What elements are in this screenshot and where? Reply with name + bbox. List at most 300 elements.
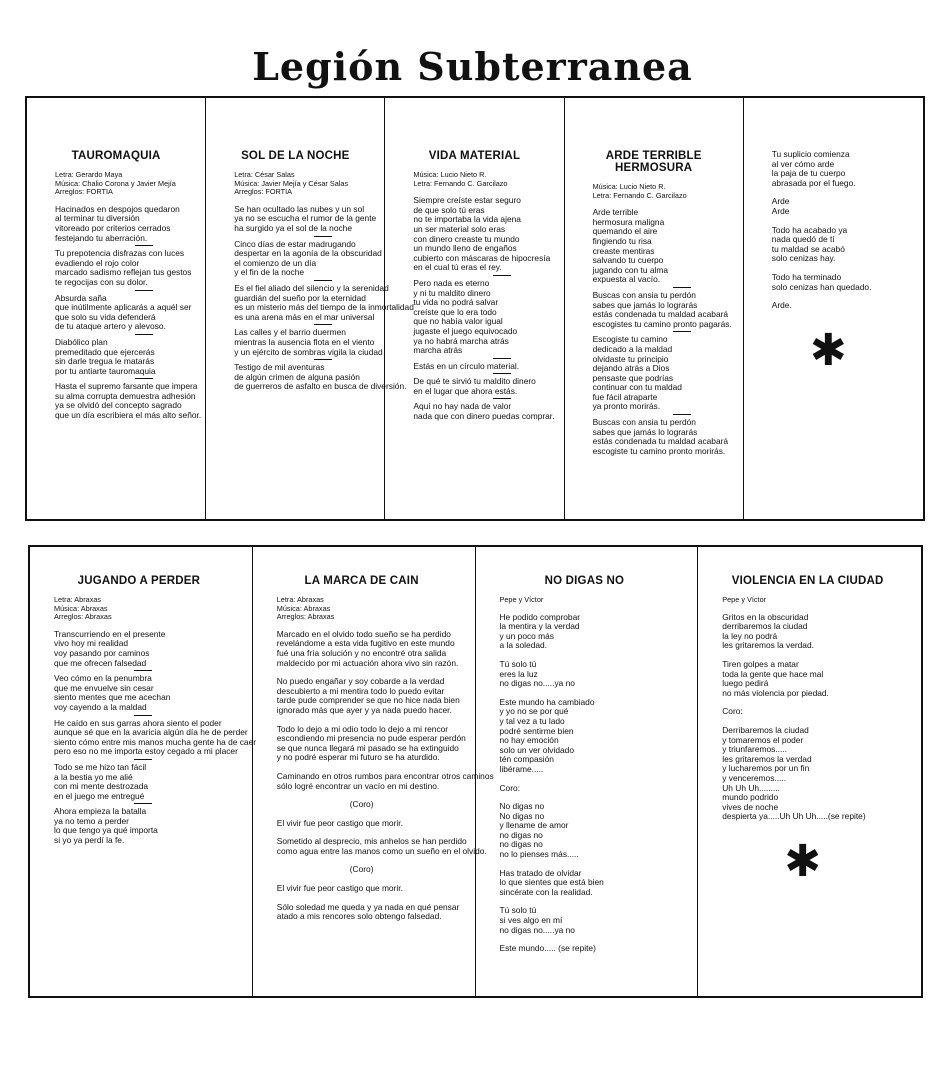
lyric-line: eres la luz — [499, 668, 538, 679]
stanza — [772, 301, 915, 311]
stanza-divider — [673, 414, 691, 415]
lyric-line: Todo ha acabado ya — [771, 224, 848, 235]
stanza — [772, 197, 915, 216]
lyric-line: y un poco más — [499, 630, 554, 641]
lyric-line: sólo logré encontrar un vacío en mi destino. — [276, 780, 440, 791]
lyric-line: premeditado que ejercerás — [55, 346, 155, 357]
lyric-line: al terminar tu diversión — [55, 213, 140, 224]
lyric-line: lo que tengo ya qué importa — [54, 825, 158, 836]
stanza — [593, 418, 735, 456]
stanza — [277, 800, 467, 810]
credit-line: Arreglos: Abraxas — [54, 612, 112, 622]
stanza — [55, 205, 197, 243]
lyric-line: Hasta el supremo farsante que impera — [55, 381, 198, 392]
stanza — [500, 784, 690, 794]
stanza-gap — [772, 292, 915, 301]
stanza — [413, 279, 555, 356]
lyric-line: Buscas con ansia tu perdón — [592, 417, 696, 428]
stanza — [500, 944, 690, 954]
lyric-line: mundo podrido — [722, 792, 779, 803]
lyric-line: con mi mente destrozada — [54, 781, 149, 792]
song-panel — [27, 98, 206, 519]
lyric-line: atado a mis rencores solo obtengo falsedad. — [276, 911, 442, 922]
lyric-line: fingiendo tu risa — [592, 235, 652, 246]
song-credits — [55, 171, 197, 197]
lyric-line: nada quedó de tí — [771, 234, 835, 245]
stanza — [234, 205, 376, 234]
lyric-line: continuar con tu maldad — [592, 382, 682, 393]
stanza — [593, 208, 735, 285]
lyric-line: ya pronto morirás. — [592, 401, 661, 412]
lyric-line: He podido comprobar — [499, 611, 581, 622]
stanza — [772, 226, 915, 264]
stanza — [500, 698, 690, 775]
lyric-line: sincérate con la realidad. — [499, 886, 593, 897]
lyric-line: no lo pienses más..... — [499, 849, 579, 860]
lyric-line: Hacinados en despojos quedaron — [55, 203, 180, 214]
lyric-line: no hay emoción — [499, 735, 559, 746]
lyric-line: Aquí no hay nada de valor — [413, 401, 512, 412]
stanza — [277, 884, 467, 894]
stanza — [55, 249, 197, 287]
stanza-divider — [493, 358, 511, 359]
stanza — [277, 819, 467, 829]
lyric-line: un mundo lleno de engaños — [413, 243, 517, 254]
credit-line: Música: Abraxas — [54, 603, 108, 613]
lyric-line: Derribaremos la ciudad — [722, 724, 809, 735]
credit-line: Letra: César Salas — [234, 170, 295, 179]
song-title: VIOLENCIA EN LA CIUDAD — [731, 575, 884, 587]
lyric-line: Has tratado de olvidar — [499, 867, 582, 878]
stanza — [54, 674, 244, 712]
lyric-line: y tal vez a tu lado — [499, 715, 565, 726]
stanza — [500, 802, 690, 860]
lyric-line: No digas no — [499, 810, 545, 821]
stanza — [500, 869, 690, 898]
lyric-line: Absurda saña — [55, 292, 107, 303]
stanza — [234, 327, 383, 357]
stanza — [722, 726, 913, 822]
stanza — [54, 630, 244, 668]
stanza-divider — [134, 670, 152, 671]
lyric-line: revelándome a esta vida fugitivo en este mundo — [276, 638, 455, 649]
lyric-line: que me ofrecen falsedad — [54, 657, 147, 668]
lyric-line: y lucharemos por un fin — [722, 763, 810, 774]
lyric-line: ya no temo a perder — [54, 815, 129, 826]
credit-line: Pepe y Víctor — [499, 595, 544, 604]
stanza — [55, 381, 202, 421]
lyric-line: ha surgido ya el sol de la noche — [234, 222, 352, 233]
song-title: VIDA MATERIAL — [428, 150, 521, 162]
lyric-line: es una arena más en el mar universal — [234, 311, 375, 322]
song-credits — [500, 596, 690, 605]
lyric-line: libérame..... — [499, 763, 544, 774]
lyric-line: hermosura maligna — [592, 216, 665, 227]
lyric-line: la ley no podrá — [722, 630, 778, 641]
lyric-line: sabes que jamás lo lograrás — [592, 426, 698, 437]
lyric-line: si yo ya perdí la fe. — [54, 835, 125, 846]
lyric-line: y venceremos..... — [722, 772, 787, 783]
stanza-divider — [493, 373, 511, 374]
lyric-line: guardián del sueño por la eternidad — [234, 292, 366, 303]
lyric-line: Estás en un círculo material. — [413, 360, 520, 371]
lyric-line: tu maldad se acabó — [771, 243, 845, 254]
lyric-line: Arde. — [771, 300, 792, 311]
lyric-line: Sometido al desprecio, mis anhelos se han perdido — [276, 836, 467, 847]
lyric-line: Todo lo dejo a mi odio todo lo dejo a mi rencor — [276, 723, 449, 734]
page-title: Legión Subterranea — [252, 44, 693, 89]
lyric-line: que no había valor igual — [413, 316, 503, 327]
song-panel — [565, 98, 744, 519]
lyric-line: y triunfaremos..... — [722, 744, 787, 755]
lyric-line: Tú solo tú — [499, 658, 537, 669]
asterisk-ornament: ✱ — [784, 835, 822, 887]
lyric-line: podré sentirme bien — [499, 725, 574, 736]
stanza — [413, 377, 555, 396]
lyric-line: Testigo de mil aventuras — [234, 362, 325, 373]
stanza-divider — [135, 290, 153, 291]
stanza-divider — [493, 398, 511, 399]
stanza-gap — [500, 775, 690, 784]
lyric-line: ya no se escucha el rumor de la gente — [234, 213, 377, 224]
lyric-line: De qué te sirvió tu maldito dinero — [413, 376, 536, 387]
stanza — [500, 613, 690, 651]
lyric-line: solo cenizas han quedado. — [771, 281, 872, 292]
credit-line: Letra: Gerardo Maya — [55, 170, 123, 179]
lyric-line: la paja de tu cuerpo — [771, 168, 846, 179]
lyric-line: siento mentes que me acechan — [54, 692, 171, 703]
song-credits — [593, 183, 735, 200]
lyric-line: su alma corrupta demuestra adhesión — [55, 390, 196, 401]
lyric-line: la mentira y la verdad — [499, 621, 580, 632]
stanza — [722, 707, 913, 717]
lyric-line: les gritaremos la verdad. — [722, 640, 814, 651]
lyric-line: despertar en la agonía de la obscuridad — [234, 248, 382, 259]
lyric-line: y ni tu maldito dinero — [413, 287, 491, 298]
lyric-line: no digas no.....ya no — [499, 924, 575, 935]
lyric-line: He caído en sus garras ahora siento el poder — [54, 717, 222, 728]
lyric-line: Es el fiel aliado del silencio y la serenidad — [234, 282, 389, 293]
lyric-line: y el fin de la noche — [234, 267, 305, 278]
lyric-line: no digas no — [499, 829, 543, 840]
credit-line: Arreglos: FORTIA — [234, 187, 293, 197]
lyric-line: maldecido por mi actuación ahora vivo sin razón. — [276, 657, 459, 668]
lyric-line: vivo hoy mi realidad — [54, 638, 129, 649]
stanza-divider — [135, 245, 153, 246]
lyric-line: y tomaremos el poder — [722, 734, 804, 745]
lyric-line: solo un ver olvidado — [499, 744, 574, 755]
stanza-divider — [135, 378, 153, 379]
lyric-line: voy pasando por caminos — [54, 647, 150, 658]
lyric-line: que inútilmente aplicarás a aquél ser — [55, 302, 192, 313]
credit-line: Música: Lucio Nieto R. — [413, 170, 487, 179]
lyric-line: tén compasión — [499, 754, 554, 765]
lyric-line: al ver cómo arde — [771, 158, 835, 169]
lyric-line: pero eso no me importa estoy cegado a mi placer — [54, 746, 238, 757]
lyric-line: lo que sientes que está bien — [499, 877, 604, 888]
lyric-line: no más violencia por piedad. — [722, 687, 829, 698]
lyric-line: les gritaremos la verdad — [722, 753, 812, 764]
lyric-line: Todo ha terminado — [771, 271, 842, 282]
lyric-line: festejando tu aberración. — [55, 232, 148, 243]
lyric-line: sabes que jamás lo lograrás — [592, 299, 698, 310]
credit-line: Letra: Abraxas — [276, 595, 324, 604]
lyric-line: de tu ataque artero y alevoso. — [55, 321, 166, 332]
stanza — [413, 362, 555, 372]
lyric-line: Las calles y el barrio duermen — [234, 327, 346, 338]
stanza — [593, 291, 735, 329]
stanza — [277, 903, 467, 922]
stanza-divider — [314, 280, 332, 281]
lyric-line: tu vida no podrá salvar — [413, 297, 499, 308]
lyric-line: y yo no se por qué — [499, 706, 569, 717]
song-panel — [385, 98, 564, 519]
stanza — [277, 677, 467, 715]
credit-line: Letra: Fernando C. Garcilazo — [413, 178, 508, 188]
asterisk-ornament: ✱ — [809, 324, 847, 376]
lyric-line: luego pedirá — [722, 678, 769, 689]
song-panel — [206, 98, 414, 519]
lyric-line: Coro: — [499, 782, 520, 793]
lyric-line: un ser material solo eras — [413, 223, 506, 234]
lyric-line: Marcado en el olvido todo sueño se ha perdido — [276, 628, 451, 639]
song-credits — [234, 171, 376, 197]
lyric-line: toda la gente que hace mal — [722, 668, 824, 679]
credit-line: Letra: Fernando C. Garcilazo — [592, 190, 687, 200]
lyric-line: abrasada por el fuego. — [771, 177, 856, 188]
lyric-line: te regocijas con su dolor. — [55, 276, 148, 287]
lyric-line: El vivir fue peor castigo que morir. — [276, 883, 403, 894]
lyric-line: Todo se me hizo tan fácil — [54, 761, 147, 772]
song-title: ARDE TERRIBLE HERMOSURA — [605, 150, 702, 174]
lyric-line: no digas no.....ya no — [499, 678, 575, 689]
lyric-line: de guerreros de asfalto en busca de diversión. — [234, 381, 407, 392]
lyric-line: Arde terrible — [592, 207, 639, 218]
lyric-line: jugando con tu alma — [592, 264, 668, 275]
lyric-line: nada que con dinero puedas comprar. — [413, 411, 555, 422]
lyric-line: ya no habrá marcha atrás — [413, 335, 509, 346]
stanza — [277, 865, 467, 875]
stanza — [54, 717, 257, 757]
lyric-line: no te importaba la vida ajena — [413, 214, 521, 225]
stanza — [500, 906, 690, 935]
lyric-line: aunque sé que en la avaricia algún día he de perder — [54, 727, 248, 738]
lyric-line: por tu antiarte tauromaquia — [55, 365, 156, 376]
stanza-divider — [314, 324, 332, 325]
lyric-line: No puedo engañar y soy cobarde a la verdad — [276, 676, 445, 687]
lyric-line: tarde pude comprender se que no hice nada bien — [276, 695, 460, 706]
lyric-line: Este mundo..... (se repite) — [499, 943, 596, 954]
lyric-line: creíste que lo era todo — [413, 306, 497, 317]
stanza — [772, 150, 915, 188]
lyric-line: creaste mentiras — [592, 245, 655, 256]
stanza — [54, 807, 244, 845]
lyric-line: con dinero creaste tu mundo — [413, 233, 520, 244]
lyric-line: Este mundo ha cambiado — [499, 696, 595, 707]
song-panel — [744, 98, 923, 519]
lyric-line: Tú solo tú — [499, 905, 537, 916]
stanza — [413, 196, 555, 273]
stanza — [413, 402, 555, 421]
stanza — [234, 238, 382, 278]
stanza — [277, 630, 467, 668]
song-panel — [698, 547, 921, 996]
lyric-line: No digas no — [499, 801, 545, 812]
lyric-line: que me envuelve sin cesar — [54, 682, 154, 693]
stanza-gap — [772, 188, 915, 197]
stanza-divider — [673, 287, 691, 288]
lyric-line: marcha atrás — [413, 345, 463, 356]
lyric-line: fue fácil atraparte — [592, 391, 658, 402]
song-title: JUGANDO A PERDER — [77, 575, 201, 587]
stanza-divider — [493, 275, 511, 276]
credit-line: Letra: Abraxas — [54, 595, 102, 604]
stanza — [593, 335, 735, 412]
credit-line: Arreglos: Abraxas — [276, 612, 335, 622]
lyric-line: derribaremos la ciudad — [722, 621, 808, 632]
lyric-line: (Coro) — [349, 864, 374, 875]
lyric-line: Pero nada es eterno — [413, 277, 490, 288]
song-title: TAUROMAQUIA — [71, 150, 161, 162]
lyric-line: Gritos en la obscuridad — [722, 611, 809, 622]
song-panel — [253, 547, 494, 996]
lyric-line: Cinco días de estar madrugando — [234, 238, 356, 249]
lyric-line: pensaste que podrías — [592, 372, 674, 383]
stanza — [55, 294, 197, 332]
lyric-line: Transcurriendo en el presente — [54, 628, 166, 639]
lyric-line: Arde — [771, 196, 790, 207]
stanza — [772, 273, 915, 292]
lyric-line: Ahora empieza la batalla — [54, 806, 147, 817]
lyric-line: el comienzo de un día — [234, 257, 317, 268]
lyric-line: ya se olvidó del concepto sagrado — [55, 400, 182, 411]
credit-line: Pepe y Víctor — [722, 595, 767, 604]
lyric-line: (Coro) — [349, 799, 374, 810]
stanza — [722, 613, 913, 651]
lyric-line: sin darle tregua le matarás — [55, 356, 155, 367]
lyric-line: siento cómo entre mis manos mucha gente ha de caer — [54, 736, 257, 747]
stanza — [276, 836, 487, 856]
lyric-line: descubierto a mi mentira todo lo puedo evitar — [276, 685, 445, 696]
lyric-line: Siempre creíste estar seguro — [413, 195, 521, 206]
lyric-line: Arde — [771, 205, 790, 216]
credit-line: Música: Javier Mejía y César Salas — [234, 178, 349, 188]
song-credits — [413, 171, 555, 188]
lyric-line: vitoreado por criterios cerrados — [55, 222, 171, 233]
stanza — [277, 725, 467, 763]
lyric-line: a la soledad. — [499, 640, 547, 651]
lyric-line: Tiren golpes a matar — [722, 658, 799, 669]
lyric-line: olvidaste tu principio — [592, 353, 669, 364]
lyric-line: quemando el aire — [592, 226, 658, 237]
lyric-line: y un ejército de sombras vigila la ciudad — [234, 346, 383, 357]
lyric-line: Veo cómo en la penumbra — [54, 673, 152, 684]
lyric-line: en el juego me entregué — [54, 790, 145, 801]
credit-line: Música: Abraxas — [276, 603, 331, 613]
lyric-line: despierta ya.....Uh Uh Uh.....(se repite) — [722, 811, 866, 822]
lyric-line: solo cenizas hay. — [771, 253, 836, 264]
stanza-divider — [314, 236, 332, 237]
lyric-line: evadiendo el rojo color — [55, 257, 140, 268]
lyric-line: El vivir fue peor castigo que morir. — [276, 817, 403, 828]
stanza-divider — [673, 331, 691, 332]
lyric-line: que un día escribiera el más alto señor. — [55, 410, 202, 421]
song-credits — [277, 596, 467, 622]
lyric-line: si ves algo en mí — [499, 915, 563, 926]
credit-line: Arreglos: FORTIA — [55, 187, 113, 197]
song-title: NO DIGAS NO — [544, 575, 625, 587]
stanza-divider — [314, 359, 332, 360]
lyric-line: mientras la ausencia flota en el viento — [234, 336, 375, 347]
song-panel — [30, 547, 257, 996]
lyric-line: y no podré esperar mi futuro se ha aturdido. — [276, 752, 440, 763]
credit-line: Música: Lucio Nieto R. — [592, 182, 666, 191]
song-title: SOL DE LA NOCHE — [241, 150, 350, 162]
lyric-line: escondiendo mi presencia no pude esperar perdón — [276, 733, 466, 744]
lyric-line: como agua entre las manos como un sueño en el olvido. — [276, 845, 487, 856]
lyric-line: marcado sadismo reflejan tus gestos — [55, 267, 192, 278]
stanza-divider — [134, 803, 152, 804]
lyric-line: Escogiste tu camino — [592, 334, 668, 345]
stanza — [234, 282, 414, 322]
lyric-line: que solo su vida defenderá — [55, 311, 156, 322]
lyric-line: no digas no — [499, 839, 543, 850]
lyric-line: Buscas con ansia tu perdón — [592, 289, 696, 300]
stanza — [234, 362, 407, 392]
stanza — [276, 770, 494, 791]
song-title: LA MARCA DE CAIN — [304, 575, 419, 587]
lyric-line: Sólo soledad me queda y ya nada en qué pensar — [276, 901, 460, 912]
lyric-line: salvando tu cuerpo — [592, 255, 664, 266]
song-credits — [54, 596, 244, 622]
lyric-line: dejando atrás a Dios — [592, 363, 670, 374]
stanza-divider — [134, 759, 152, 760]
stanza — [722, 660, 913, 698]
lyric-line: vives de noche — [722, 801, 779, 812]
credit-line: Música: Chalio Corona y Javier Mejía — [55, 178, 176, 188]
stanza-divider — [134, 715, 152, 716]
lyric-line: estás condenada tu maldad acabará — [592, 309, 729, 320]
lyric-line: Coro: — [722, 706, 743, 717]
song-panel — [476, 547, 699, 996]
lyric-line: Caminando en otros rumbos para encontrar otros caminos — [276, 770, 494, 781]
lyric-line: dedicado a la maldad — [592, 343, 673, 354]
lyric-line: fué una fría solución y no encontré otra salida — [276, 647, 447, 658]
lyric-line: cubierto con máscaras de hipocresía — [413, 252, 551, 263]
stanza — [54, 763, 244, 801]
lyrics-block-top — [25, 96, 925, 521]
stanza-divider — [135, 334, 153, 335]
lyric-line: estás condenada tu maldad acabará — [592, 436, 729, 447]
lyric-line: Diabólico plan — [55, 336, 108, 347]
lyric-line: Tu suplicio comienza — [771, 149, 850, 159]
lyric-line: expuesta al vacío. — [592, 274, 661, 285]
song-credits — [722, 596, 913, 605]
lyric-line: ignorado más que ayer y ya nada puedo hacer. — [276, 704, 452, 715]
lyric-line: se que nunca llegará mi pasado se ha extinguido — [276, 742, 459, 753]
lyric-line: escogistes tu camino pronto pagarás. — [592, 318, 732, 329]
lyric-line: de que solo tú eras — [413, 204, 485, 215]
lyric-line: a la bestia yo me alié — [54, 771, 133, 782]
lyric-line: en el cual tú eras el rey. — [413, 262, 502, 273]
lyric-line: Tu prepotencia disfrazas con luces — [55, 248, 185, 259]
lyric-line: jugaste el juego equivocado — [413, 325, 518, 336]
lyric-line: escogiste tu camino pronto morirás. — [592, 445, 726, 456]
lyric-line: Uh Uh Uh......... — [722, 782, 780, 793]
lyric-line: es un misterio más del tiempo de la inmortalidad — [234, 302, 414, 313]
lyric-line: voy cayendo a la maldad — [54, 701, 147, 712]
lyric-line: en el lugar que ahora estás. — [413, 385, 518, 396]
